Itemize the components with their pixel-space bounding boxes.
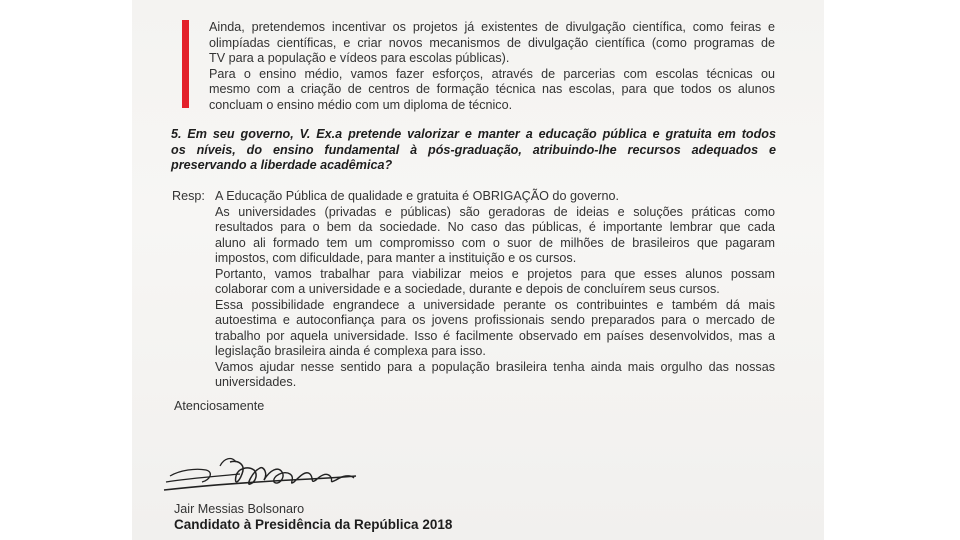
text-line: impostos, com dificuldade, para manter a instituição e os cursos. <box>215 251 577 265</box>
text-line: olimpíadas científicas, e criar novos mecanismos de divulgação científica (como programas de <box>209 35 775 50</box>
response-body <box>215 189 775 391</box>
text-line: Vamos ajudar nesse sentido para a população brasileira tenha ainda mais orgulho das nossas <box>215 359 775 374</box>
closing-salutation: Atenciosamente <box>174 399 265 413</box>
text-line: autoestima e autoconfiança para os jovens profissionais sendo preparados para o mercado de <box>215 313 775 327</box>
text-line: 5. Em seu governo, V. Ex.a pretende valorizar e manter a educação pública e gratuita em todos <box>171 127 776 141</box>
text-line: Para o ensino médio, vamos fazer esforços, através de parcerias com escolas técnicas ou <box>209 66 775 81</box>
text-line: legislação brasileira ainda é complexa para isso. <box>215 344 486 358</box>
intro-paragraph <box>209 20 775 113</box>
text-line: concluam o ensino médio com um diploma de técnico. <box>209 97 513 112</box>
text-line: A Educação Pública de qualidade e gratuita é OBRIGAÇÃO do governo. <box>215 189 619 203</box>
text-line: colaborar com a universidade e a sociedade, durante e depois de concluírem seus cursos. <box>215 282 720 296</box>
response-label: Resp: <box>172 189 205 203</box>
text-line: mesmo com a criação de centros de formação técnica nas escolas, para que todos os alunos <box>209 82 775 96</box>
question-5 <box>171 127 776 174</box>
text-line: os níveis, do ensino fundamental à pós-graduação, atribuindo-lhe recursos adequados e <box>171 142 776 157</box>
text-line: universidades. <box>215 375 297 389</box>
text-line: Essa possibilidade engrandece a universidade perante os contribuintes e também dá mais <box>215 297 775 312</box>
text-line: aluno ali formado tem um compromisso com o suor de milhões de brasileiros que pagaram <box>215 235 775 250</box>
text-line: trabalho por aquela universidade. Isso é facilmente observado em países desenvolvidos, mas a <box>215 328 775 343</box>
text-line: Portanto, vamos trabalhar para viabilizar meios e projetos para que esses alunos possam <box>215 266 775 281</box>
handwritten-signature <box>160 452 360 502</box>
text-line: TV para a população e vídeos para escolas públicas). <box>209 51 510 65</box>
text-line: preservando a liberdade acadêmica? <box>171 158 393 172</box>
text-line: As universidades (privadas e públicas) são geradoras de ideias e soluções práticas como <box>215 204 775 219</box>
margin-highlight-bar <box>182 20 189 108</box>
signer-name: Jair Messias Bolsonaro <box>174 502 305 516</box>
text-line: resultados para o bem da sociedade. No caso das públicas, é importante lembrar que cada <box>215 220 775 234</box>
text-line: Ainda, pretendemos incentivar os projetos já existentes de divulgação científica, como feiras e <box>209 20 775 34</box>
signer-role: Candidato à Presidência da República 2018 <box>174 517 453 532</box>
